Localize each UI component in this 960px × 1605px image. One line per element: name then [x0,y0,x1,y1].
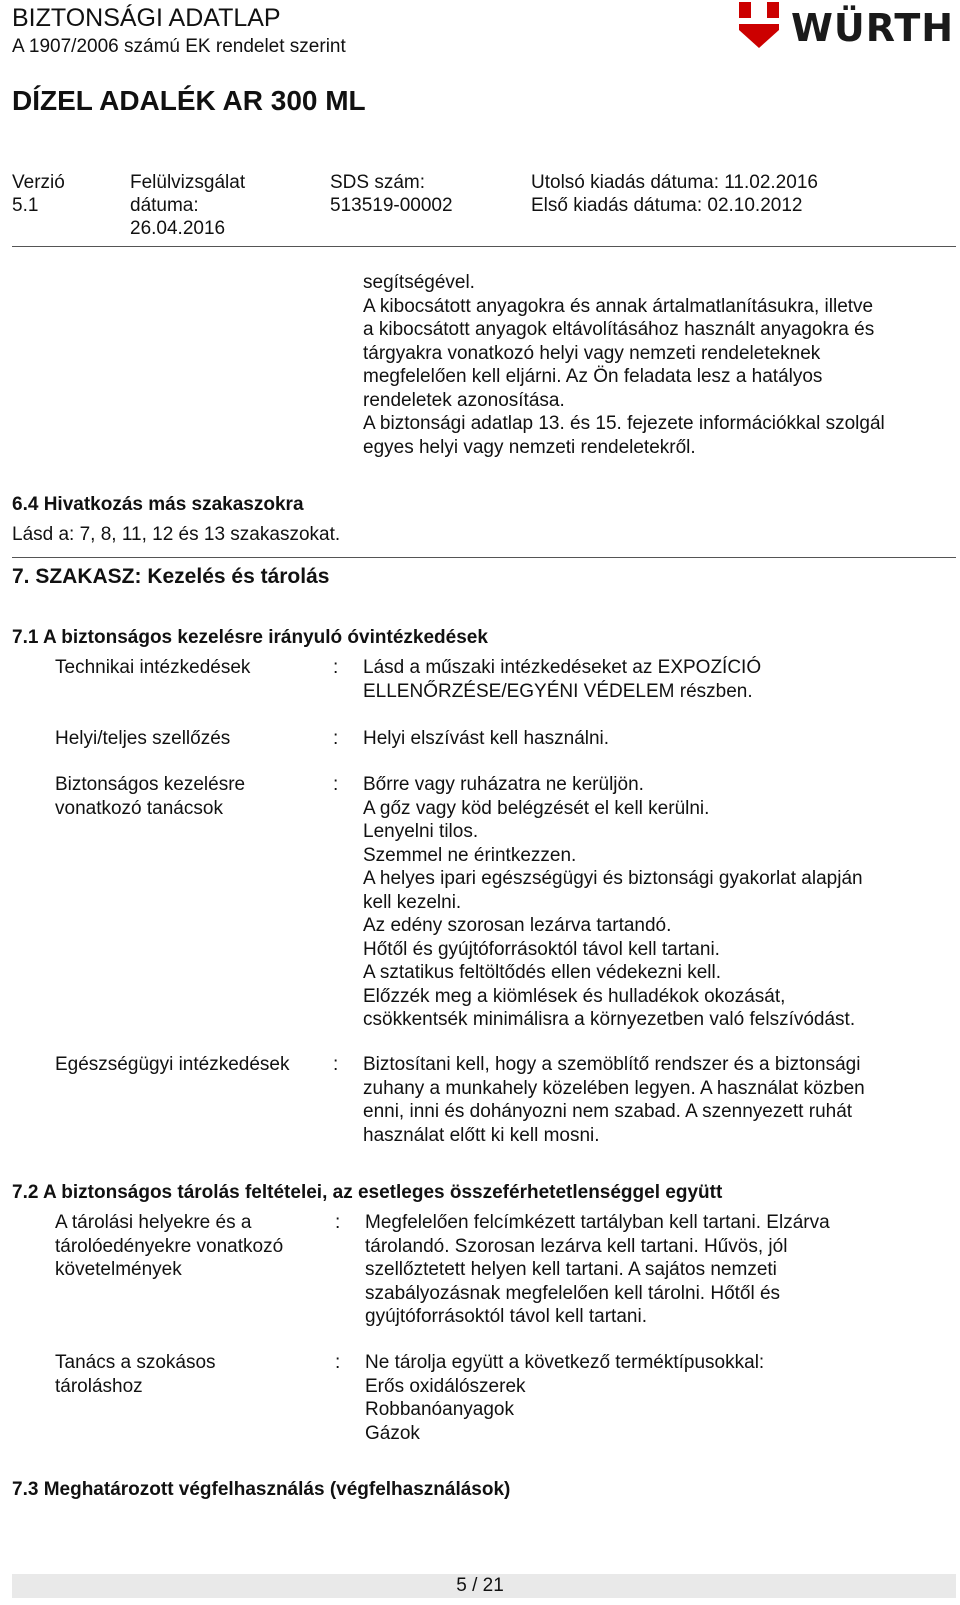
field-value-line: Az edény szorosan lezárva tartandó. [363,915,672,936]
regulation-line: A 1907/2006 számú EK rendelet szerint [12,36,346,57]
field-value [363,727,609,751]
section-7-3-title: 7.3 Meghatározott végfelhasználás (végfelhasználások) [12,1479,511,1500]
field-label-line: követelmények [55,1259,182,1280]
header-divider [12,246,956,247]
section-7-1-title: 7.1 A biztonságos kezelésre irányuló óvintézkedések [12,627,488,648]
section-6-4-title: 6.4 Hivatkozás más szakaszokra [12,494,304,515]
continuation-line: megfelelően kell eljárni. Az Ön feladata lesz a hatályos [363,366,823,387]
continuation-line: rendeletek azonosítása. [363,389,565,411]
field-label-line: Egészségügyi intézkedések [55,1054,290,1075]
field-value [363,1053,865,1147]
field-value-line: gyújtóforrásoktól távol kell tartani. [365,1306,647,1327]
last-issue-date: Utolsó kiadás dátuma: 11.02.2016 [531,172,818,193]
field-separator: : [335,1212,341,1233]
field-label-line: A tárolási helyekre és a [55,1212,252,1233]
logo-wordmark: WÜRTH [791,6,955,50]
field-value-line: Gázok [365,1422,420,1444]
field-separator: : [333,728,339,749]
field-value-line: ELLENŐRZÉSE/EGYÉNI VÉDELEM részben. [363,680,753,702]
review-label-1: Felülvizsgálat [130,172,246,193]
field-value-line: Szemmel ne érintkezzen. [363,844,577,866]
field-value-line: Bőrre vagy ruházatra ne kerüljön. [363,774,644,795]
field-value-line: Megfelelően felcímkézett tartályban kell tartani. Elzárva [365,1212,830,1233]
section-6-4-text: Lásd a: 7, 8, 11, 12 és 13 szakaszokat. [12,524,341,545]
field-label-line: Helyi/teljes szellőzés [55,728,231,749]
version-label: Verzió [12,172,65,193]
field-label [55,1211,283,1282]
field-value-line: tárolandó. Szorosan lezárva kell tartani. Hűvös, jól [365,1235,788,1257]
field-value [365,1211,830,1329]
first-issue-date: Első kiadás dátuma: 02.10.2012 [531,195,803,216]
field-separator: : [333,1054,339,1075]
section-7-title: 7. SZAKASZ: Kezelés és tárolás [12,565,330,588]
field-value-line: kell kezelni. [363,891,462,913]
field-value-line: A helyes ipari egészségügyi és biztonsági gyakorlat alapján [363,868,863,889]
sds-label: SDS szám: [330,172,426,193]
version-value: 5.1 [12,195,39,216]
field-label [55,727,230,751]
field-value-line: Helyi elszívást kell használni. [363,728,610,749]
continuation-line: egyes helyi vagy nemzeti rendeletekről. [363,436,696,458]
field-label [55,656,250,680]
field-value-line: szabályozásnak megfelelően kell tárolni. Hőtől és [365,1282,781,1304]
field-value-line: szellőztetett helyen kell tartani. A sajátos nemzeti [365,1259,777,1280]
continuation-line: tárgyakra vonatkozó helyi vagy nemzeti rendeleteknek [363,342,821,364]
field-label-line: Tanács a szokásos [55,1352,216,1373]
section-7-2-title: 7.2 A biztonságos tárolás feltételei, az esetleges összeférhetetlenséggel együtt [12,1182,723,1203]
field-value-line: Ne tárolja együtt a következő terméktípusokkal: [365,1352,765,1373]
field-label-line: Technikai intézkedések [55,657,251,678]
field-value [363,773,863,1032]
field-value-line: Robbanóanyagok [365,1399,514,1420]
field-separator: : [333,774,339,795]
page-number: 5 / 21 [456,1575,504,1596]
field-value-line: Lenyelni tilos. [363,821,479,842]
sds-value: 513519-00002 [330,195,453,216]
continuation-text [363,271,885,459]
continuation-line: A kibocsátott anyagokra és annak ártalmatlanításukra, illetve [363,295,874,317]
field-value-line: Erős oxidálószerek [365,1375,526,1397]
product-name: DÍZEL ADALÉK AR 300 ML [12,85,366,116]
field-value-line: zuhany a munkahely közelében legyen. A használat közben [363,1077,865,1099]
field-value-line: A sztatikus feltöltődés ellen védekezni kell. [363,962,722,983]
wurth-logo [735,2,957,50]
continuation-line: A biztonsági adatlap 13. és 15. fejezete információkkal szolgál [363,413,885,434]
field-value-line: Biztosítani kell, hogy a szemöblítő rendszer és a biztonsági [363,1054,861,1075]
field-value-line: Hőtől és gyújtóforrásoktól távol kell tartani. [363,938,720,960]
field-label-line: Biztonságos kezelésre [55,774,246,795]
field-value-line: Lásd a műszaki intézkedéseket az EXPOZÍCIÓ [363,657,762,678]
field-value-line: csökkentsék minimálisra a környezetben való felszívódást. [363,1009,856,1030]
field-separator: : [333,657,339,678]
field-label [55,773,245,820]
field-value [363,656,761,703]
field-value-line: használat előtt ki kell mosni. [363,1124,600,1146]
document-type: BIZTONSÁGI ADATLAP [12,4,281,32]
wurth-logo-icon [735,2,783,48]
field-label [55,1351,216,1398]
field-label [55,1053,289,1077]
section-7-divider [12,557,956,558]
field-value-line: Előzzék meg a kiömlések és hulladékok okozását, [363,985,786,1007]
field-value-line: A gőz vagy köd belégzését el kell kerülni. [363,797,710,819]
review-label-2: dátuma: [130,195,199,216]
field-value [365,1351,764,1445]
continuation-line: segítségével. [363,272,475,293]
field-separator: : [335,1352,341,1373]
field-label-line: tároláshoz [55,1375,143,1397]
field-label-line: vonatkozó tanácsok [55,797,223,819]
review-value: 26.04.2016 [130,218,226,239]
field-value-line: enni, inni és dohányozni nem szabad. A szennyezett ruhát [363,1101,853,1122]
field-label-line: tárolóedényekre vonatkozó [55,1235,284,1257]
continuation-line: a kibocsátott anyagok eltávolításához használt anyagokra és [363,319,875,340]
